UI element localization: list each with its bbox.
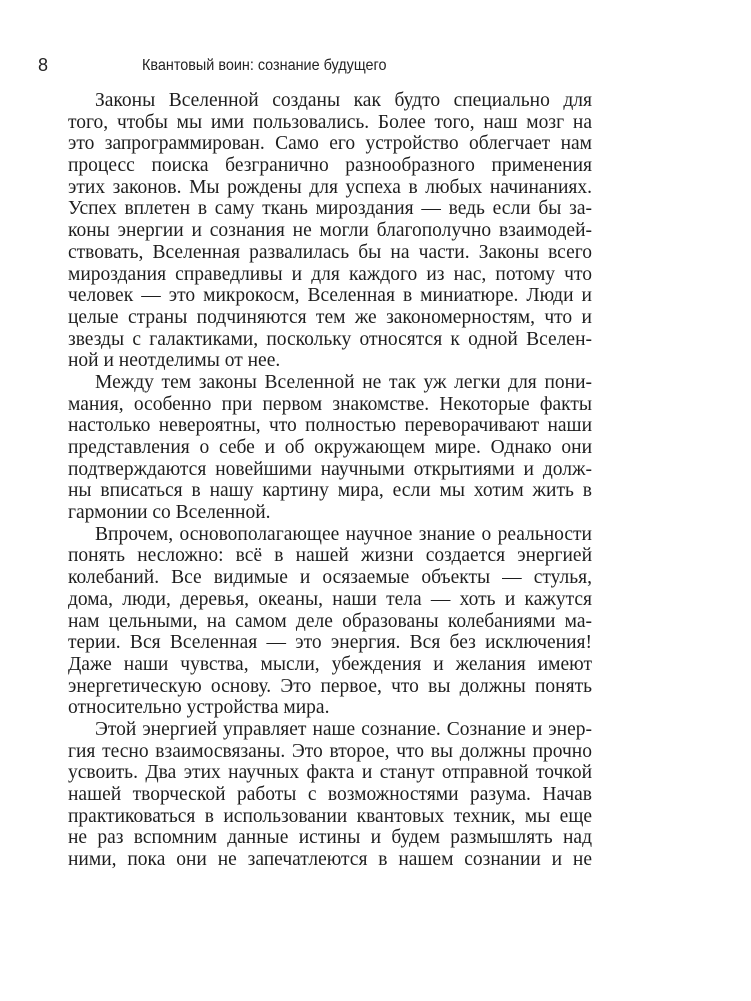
text-line: дома, люди, деревья, океаны, наши тела — хоть и кажутся (68, 588, 592, 610)
text-line: гармонии со Вселенной. (68, 502, 271, 524)
text-line: целые страны подчиняются тем же закономерностям, что и (68, 306, 592, 328)
text-line: энергетическую основу. Это первое, что вы должны понять (68, 675, 592, 697)
text-line: нам цельными, на самом деле образованы колебаниями ма- (68, 610, 592, 632)
page-number: 8 (38, 55, 49, 75)
text-line: Между тем законы Вселенной не так уж легки для пони- (95, 371, 592, 393)
text-line: Законы Вселенной созданы как будто специально для (95, 90, 592, 111)
text-line: гия тесно взаимосвязаны. Это второе, что вы должны прочно (68, 740, 592, 762)
paragraph (68, 372, 592, 524)
text-line: терии. Вся Вселенная — это энергия. Вся без исключения! (68, 632, 592, 654)
paragraph (68, 719, 592, 871)
text-line: мироздания справедливы и для каждого из нас, потому что (68, 263, 592, 285)
text-line: усвоить. Два этих научных факта и станут отправной точкой (68, 762, 592, 784)
text-line: ствовать, Вселенная развалилась бы на части. Законы всего (68, 241, 592, 263)
text-line: человек — это микрокосм, Вселенная в миниатюре. Люди и (68, 285, 592, 307)
text-line: Впрочем, основополагающее научное знание о реальности (95, 523, 592, 545)
text-line: не раз вспомним данные истины и будем размышлять над (68, 827, 592, 849)
text-line: коны энергии и сознания не могли благополучно взаимодей- (68, 220, 592, 242)
text-line: того, чтобы мы ими пользовались. Более того, наш мозг на (68, 111, 592, 133)
paragraph (68, 524, 592, 719)
text-line: процесс поиска безгранично разнообразного применения (68, 155, 592, 177)
text-line: практиковаться в использовании квантовых техник, мы еще (68, 805, 592, 827)
text-line: представления о себе и об окружающем мире. Однако они (68, 437, 592, 458)
text-line: этих законов. Мы рождены для успеха в любых начинаниях. (68, 176, 592, 198)
running-title: Квантовый воин: сознание будущего (142, 57, 387, 74)
text-line: настолько невероятны, что полностью переворачивают наши (68, 415, 592, 437)
text-line: это запрограммирован. Само его устройство облегчает нам (68, 133, 592, 155)
text-line: звезды с галактиками, поскольку относятся к одной Вселен- (68, 328, 592, 350)
text-line: Даже наши чувства, мысли, убеждения и желания имеют (68, 653, 592, 675)
text-line: ны вписаться в нашу картину мира, если мы хотим жить в (68, 480, 592, 502)
text-line: Успех вплетен в саму ткань мироздания — ведь если бы за- (68, 198, 592, 220)
text-line: колебаний. Все видимые и осязаемые объекты — стулья, (68, 567, 592, 589)
text-line: ной и неотделимы от нее. (68, 350, 281, 372)
text-line: подтверждаются новейшими научными открытиями и долж- (68, 458, 592, 480)
text-line: Этой энергией управляет наше сознание. Сознание и энер- (95, 718, 592, 740)
text-line: понять несложно: всё в нашей жизни создается энергией (68, 545, 592, 567)
text-line: нашей творческой работы с возможностями разума. Начав (68, 784, 592, 805)
text-line: относительно устройства мира. (68, 697, 330, 719)
paragraph (68, 90, 592, 372)
text-line: ними, пока они не запечатлеются в нашем сознании и не (68, 849, 592, 871)
body-text (68, 90, 592, 871)
text-line: мания, особенно при первом знакомстве. Некоторые факты (68, 393, 592, 415)
